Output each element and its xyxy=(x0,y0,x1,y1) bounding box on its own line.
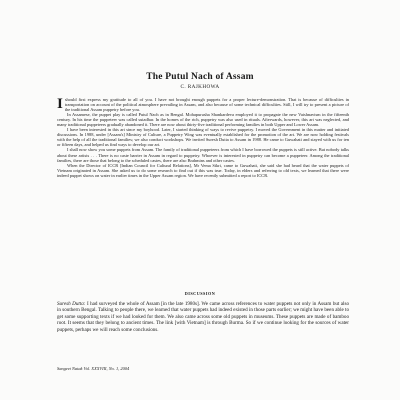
article-title: The Putul Nach of Assam xyxy=(146,72,254,82)
discussion-text: I had surveyed the whole of Assam [in the late 1980s]. We came across references to water puppets not only in Assam but also in southern Bengal. Talking to people there, we learned that water puppets had indeed existed in those parts earlier; we might have been able to get some supporting texts if we had looked for them. We also came across some old puppets in museums. These puppets are made of bamboo root. It seems that they belong to ancient times. The link [with Vietnam] is through Burma. So if we continue looking for the sources of water puppets, perhaps we will reach some conclusions. xyxy=(57,301,350,333)
speaker-name: Suresh Dutta: xyxy=(57,301,86,307)
article-author: C. RAJKHOWA xyxy=(180,84,220,90)
drop-cap: I xyxy=(57,96,63,112)
article-paragraph: In Assamese, the puppet play is called Putul Nach as in Bengal. Mohapurusha Shankardeva employed it to propagate the new Vaishnavism in the fifteenth century. In his time the puppeteer was called sutadhar. In the homes of the rich, puppetry was also used in rituals. Afterwards, however, this art was neglected, and many traditional puppeteers gradually abandoned it. There are now about thirty-five traditional performing families in both Upper and Lower Assam. xyxy=(57,112,349,128)
journal-citation: Sangeet Natak Vol. XXXVIII, No. 1, 2004 xyxy=(57,366,130,371)
article-paragraph: When the Director of ICCR [Indian Council for Cultural Relations], Mr Vema Sikri, came to Guwahati, she said she had heard that the water puppets of Vietnam originated in Assam. She asked us to do some research to find out if this was true. Today, in elders and referring to old texts, we learned that there were indeed puppet shows on water in earlier times in the Upper Assam region. We have recently submitted a report to ICCR. xyxy=(57,162,349,178)
article-paragraph: I shall now show you some puppets from Assam. The family of traditional puppeteers from which I have borrowed the puppets is still active. But nobody talks about these artists . . . There is no caste barrier in Assam in regard to puppetry. Whoever is interested in puppetry can become a puppeteer. Among the traditional families, there are those that belong to the scheduled castes, there are also Brahmins and other castes. xyxy=(57,147,349,163)
paragraph-text: should first express my gratitude to all of you. I have not brought enough puppets for a proper lecture-demonstration. That is because of difficulties in transportation on account of the political atmosphere prevailing in Assam, and also because of some technical difficulties. Still, I will try to present a picture of the traditional Assam puppetry before you. xyxy=(64,97,349,113)
article-paragraph: I have been interested in this art since my boyhood. Later, I started thinking of ways to revive puppetry. I moved the Government in this matter and initiated discussions. In 1988, under [Assam's] Ministry of Culture, a Puppetry Wing was eventually established for the promotion of the art. We are now holding festivals with the help of all the traditional families; we also conduct workshops. We invited Suresh Dutta to Assam in 1988. He came to Guwahati and stayed with us for ten or fifteen days, and helped us find ways to develop our art. xyxy=(57,127,349,148)
article-body xyxy=(57,97,349,178)
discussion-heading: DISCUSSION xyxy=(184,291,216,296)
discussion-paragraph xyxy=(57,301,349,333)
discussion-body xyxy=(57,301,349,333)
article-paragraph xyxy=(57,97,349,112)
